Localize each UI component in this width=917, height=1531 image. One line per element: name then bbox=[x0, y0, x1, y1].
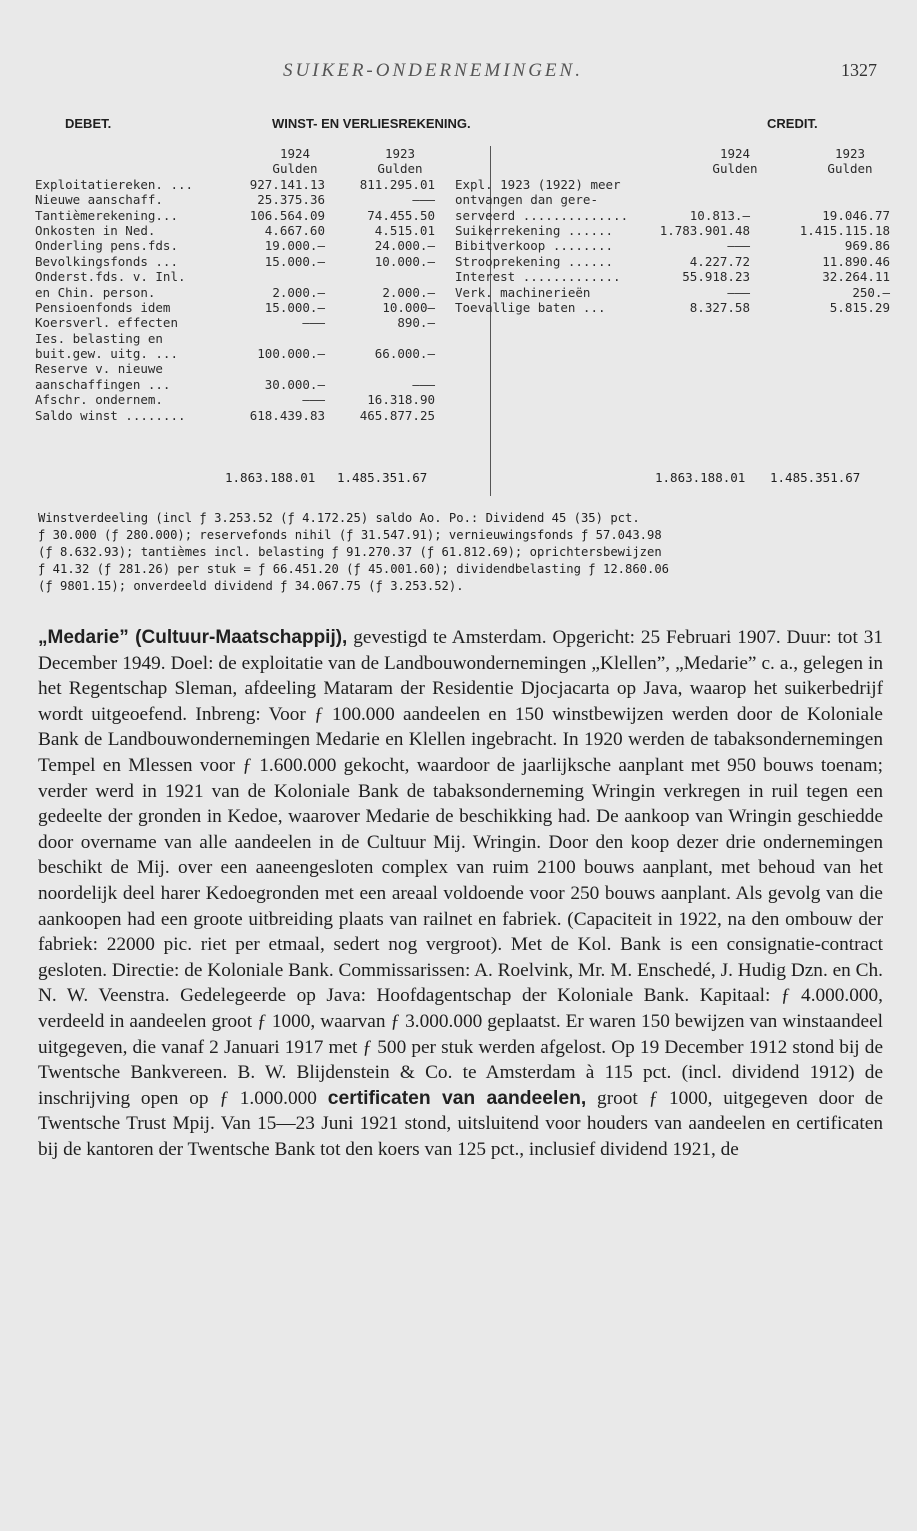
credit-row-1923 bbox=[775, 177, 890, 192]
credit-row-label: Strooprekening ...... bbox=[455, 253, 614, 269]
debit-row-1924 bbox=[225, 331, 325, 346]
debit-row-label: Onderling pens.fds. bbox=[35, 238, 178, 254]
credit-col-1924-header: 1924 Gulden bbox=[712, 146, 758, 177]
debit-row-1923: 10.000.— bbox=[374, 253, 435, 269]
credit-row-1923: 250.— bbox=[852, 284, 890, 300]
total-credit-1924: 1.863.188.01 bbox=[655, 470, 746, 485]
total-debit-1923: 1.485.351.67 bbox=[337, 470, 428, 485]
credit-row-1923: 5.815.29 bbox=[829, 299, 890, 315]
credit-1923-values bbox=[775, 177, 890, 316]
debit-row-label: buit.gew. uitg. ... bbox=[35, 346, 178, 362]
debit-row-1923: 10.000— bbox=[382, 299, 435, 315]
debit-row-1923: 4.515.01 bbox=[374, 222, 435, 238]
credit-row-label: Interest ............. bbox=[455, 269, 621, 285]
debit-row-label: Tantièmerekening... bbox=[35, 207, 178, 223]
debit-col-1923-header: 1923 Gulden bbox=[377, 146, 423, 177]
debit-row-1923: ——— bbox=[412, 192, 435, 208]
winst-line: (ƒ 8.632.93); tantièmes incl. belasting ƒ 91.270.37 (ƒ 61.812.69); oprichtersbewijzen bbox=[38, 545, 662, 559]
debit-row-1924: ——— bbox=[302, 392, 325, 408]
debit-row-1923: 811.295.01 bbox=[359, 176, 435, 192]
debit-row-label: Reserve v. nieuwe bbox=[35, 361, 163, 377]
winst-line: Winstverdeeling (incl ƒ 3.253.52 (ƒ 4.172.25) saldo Ao. Po.: Dividend 45 (35) pct. bbox=[38, 511, 640, 525]
credit-row-1923: 1.415.115.18 bbox=[799, 222, 890, 238]
debit-row-1924: 100.000.— bbox=[257, 346, 325, 362]
debit-row-1924: 15.000.— bbox=[264, 299, 325, 315]
debet-label: DEBET. bbox=[65, 116, 112, 131]
credit-row-label: Suikerrekening ...... bbox=[455, 222, 614, 238]
debit-row-1923: 74.455.50 bbox=[367, 207, 435, 223]
debit-row-1923 bbox=[335, 331, 435, 346]
debit-row-1923: ——— bbox=[412, 376, 435, 392]
ledger-table bbox=[35, 146, 890, 496]
debit-row-1923: 16.318.90 bbox=[367, 392, 435, 408]
debit-row-label: Onderst.fds. v. Inl. bbox=[35, 269, 186, 285]
credit-row-1924 bbox=[645, 177, 750, 192]
debit-row-1924: ——— bbox=[302, 315, 325, 331]
debit-row-1924: 927.141.13 bbox=[249, 176, 325, 192]
debit-row-1923 bbox=[335, 269, 435, 284]
credit-row-1924: ——— bbox=[727, 238, 750, 254]
debit-row-label: Koersverl. effecten bbox=[35, 315, 178, 331]
credit-label: CREDIT. bbox=[767, 116, 818, 131]
credit-row-label: serveerd .............. bbox=[455, 207, 629, 223]
credit-row-1924: 1.783.901.48 bbox=[659, 222, 750, 238]
debit-row-1924: 30.000.— bbox=[264, 376, 325, 392]
winst-line: (ƒ 9801.15); onverdeeld dividend ƒ 34.067.75 (ƒ 3.253.52). bbox=[38, 579, 464, 593]
credit-row-label: Bibitverkoop ........ bbox=[455, 238, 614, 254]
debit-row-label: Onkosten in Ned. bbox=[35, 222, 156, 238]
page-number: 1327 bbox=[841, 60, 877, 80]
credit-row-1923 bbox=[775, 192, 890, 207]
debit-row-1924: 2.000.— bbox=[272, 284, 325, 300]
debit-col-1924-header: 1924 Gulden bbox=[272, 146, 318, 177]
description-text: gevestigd te Amsterdam. Opgericht: 25 Februari 1907. Duur: tot 31 December 1949. Doel: de exploitatie van de Landbouwondernemingen „Klellen”, „Medarie” c. a., gelegen in het Regentschap Sleman, afdeeling Mataram der Residentie Djocjacarta op Java, waarop het suikerbedrijf wordt uitgeoefend. Inbreng: Voor ƒ 100.000 aandeelen en 150 winstbewijzen werden door de Koloniale Bank de Landbouwondernemingen Medarie en Klellen ingebracht. In 1920 werden de tabaksondernemingen Tempel en Mlessen voor ƒ 1.600.000 gekocht, waardoor de jaarlijksche aanplant met 950 bouws toenam; verder werd in 1921 van de Koloniale Bank de tabaksonderneming Wringin verkregen in ruil tegen een gedeelte der gronden in Kedoe, waarover Medarie de beschikking had. De aankoop van Wringin geschiedde door overname van alle aandeelen in de Cultuur Mij. Wringin. Door den koop dezer drie ondernemingen beschikt de Mij. over een aaneengesloten complex van ruim 2100 bouws aanplant, met behoud van het noordelijk deel harer Kedoegronden met een areaal voldoende voor 250 bouws aanplant. Als gevolg van die aankoopen had een groote uitbreiding plaats van railnet en fabriek. (Capaciteit in 1922, na den ombouw der fabriek: 22000 pic. riet per etmaal, sedert nog vergroot). Met de Kol. Bank is een consignatie-contract gesloten. Directie: de Koloniale Bank. Commissarissen: A. Roelvink, Mr. M. Enschedé, J. Hudig Dzn. en Ch. N. W. Veenstra. Gedelegeerde op Java: Hoofdagentschap der Koloniale Bank. Kapitaal: ƒ 4.000.000, verdeeld in aandeelen groot ƒ 1000, waarvan ƒ 3.000.000 geplaatst. Er waren 150 bewijzen van winstaandeel uitgegeven, die vanaf 2 Januari 1917 met ƒ 500 per stuk werden afgelost. Op 19 December 1912 stond bij de Twentsche Bankvereen. B. W. Blijdenstein & Co. te Amsterdam à 115 pct. (incl. dividend 1912) de inschrijving open op ƒ 1.000.000 bbox=[38, 627, 883, 1109]
debit-row-label: Bevolkingsfonds ... bbox=[35, 253, 178, 269]
company-description bbox=[38, 625, 883, 1162]
debit-row-1924: 106.564.09 bbox=[249, 207, 325, 223]
running-head bbox=[0, 58, 917, 88]
credit-labels bbox=[455, 177, 655, 316]
credit-row-1923: 32.264.11 bbox=[822, 269, 890, 285]
debit-row-1924: 25.375.36 bbox=[257, 192, 325, 208]
credit-1924-values bbox=[645, 177, 750, 316]
debit-row-label: Ies. belasting en bbox=[35, 330, 163, 346]
credit-row-1924: ——— bbox=[727, 284, 750, 300]
winstverdeeling bbox=[38, 510, 883, 595]
debit-row-1923: 465.877.25 bbox=[359, 407, 435, 423]
debit-row-label: Saldo winst ........ bbox=[35, 407, 186, 423]
certificates-phrase: certificaten van aandeelen, bbox=[327, 1087, 587, 1109]
debit-row-label: Pensioenfonds idem bbox=[35, 299, 171, 315]
credit-row-1924: 55.918.23 bbox=[682, 269, 750, 285]
description-tail: groot ƒ 1000, uitgegeven door de Twentsche Trust Mpij. Van 15—23 Juni 1921 stond, uitsluitend voor houders van aandeelen en certificaten bij de kantoren der Twentsche Bank tot den koers van 125 pct., inclusief dividend 1921, de bbox=[38, 1087, 884, 1160]
debit-labels bbox=[35, 177, 225, 423]
debit-row-1923: 66.000.— bbox=[374, 346, 435, 362]
debit-row-1924: 618.439.83 bbox=[249, 407, 325, 423]
credit-row-1924: 8.327.58 bbox=[689, 299, 750, 315]
debit-row-1923 bbox=[335, 361, 435, 376]
debit-row-1924: 4.667.60 bbox=[264, 222, 325, 238]
debit-row-1923: 2.000.— bbox=[382, 284, 435, 300]
credit-row-label: ontvangen dan gere- bbox=[455, 192, 598, 208]
credit-row-label: Expl. 1923 (1922) meer bbox=[455, 176, 621, 192]
account-title: WINST- EN VERLIESREKENING. bbox=[272, 116, 471, 131]
debit-row-label: en Chin. person. bbox=[35, 284, 156, 300]
credit-row-label: Toevallige baten ... bbox=[455, 299, 606, 315]
debit-row-label: Afschr. ondernem. bbox=[35, 392, 163, 408]
credit-row-1924: 4.227.72 bbox=[689, 253, 750, 269]
account-headings bbox=[0, 116, 917, 140]
credit-row-1923: 969.86 bbox=[844, 238, 890, 254]
debit-row-label: aanschaffingen ... bbox=[35, 376, 171, 392]
total-credit-1923: 1.485.351.67 bbox=[770, 470, 861, 485]
winst-line: ƒ 30.000 (ƒ 280.000); reservefonds nihil (ƒ 31.547.91); vernieuwingsfonds ƒ 57.043.98 bbox=[38, 528, 662, 542]
credit-row-1924 bbox=[645, 192, 750, 207]
description-paragraph bbox=[38, 625, 883, 1162]
debit-row-label: Nieuwe aanschaff. bbox=[35, 192, 163, 208]
debit-row-1924: 19.000.— bbox=[264, 238, 325, 254]
debit-1924-values bbox=[225, 177, 325, 423]
winst-line: ƒ 41.32 (ƒ 281.26) per stuk = ƒ 66.451.20 (ƒ 45.001.60); dividendbelasting ƒ 12.860.06 bbox=[38, 562, 670, 576]
running-title: SUIKER-ONDERNEMINGEN. bbox=[283, 60, 583, 81]
debit-row-1924 bbox=[225, 361, 325, 376]
credit-row-label: Verk. machinerieën bbox=[455, 284, 591, 300]
credit-row-1923: 19.046.77 bbox=[822, 207, 890, 223]
debit-row-1924: 15.000.— bbox=[264, 253, 325, 269]
total-debit-1924: 1.863.188.01 bbox=[225, 470, 316, 485]
company-name: „Medarie” (Cultuur-Maatschappij), bbox=[38, 627, 348, 648]
debit-row-1923: 24.000.— bbox=[374, 238, 435, 254]
credit-row-1924: 10.813.— bbox=[689, 207, 750, 223]
credit-row-1923: 11.890.46 bbox=[822, 253, 890, 269]
debit-1923-values bbox=[335, 177, 435, 423]
debit-row-label: Exploitatiereken. ... bbox=[35, 176, 194, 192]
debit-row-1924 bbox=[225, 269, 325, 284]
credit-col-1923-header: 1923 Gulden bbox=[827, 146, 873, 177]
debit-row-1923: 890.— bbox=[397, 315, 435, 331]
ledger-totals bbox=[35, 470, 885, 492]
